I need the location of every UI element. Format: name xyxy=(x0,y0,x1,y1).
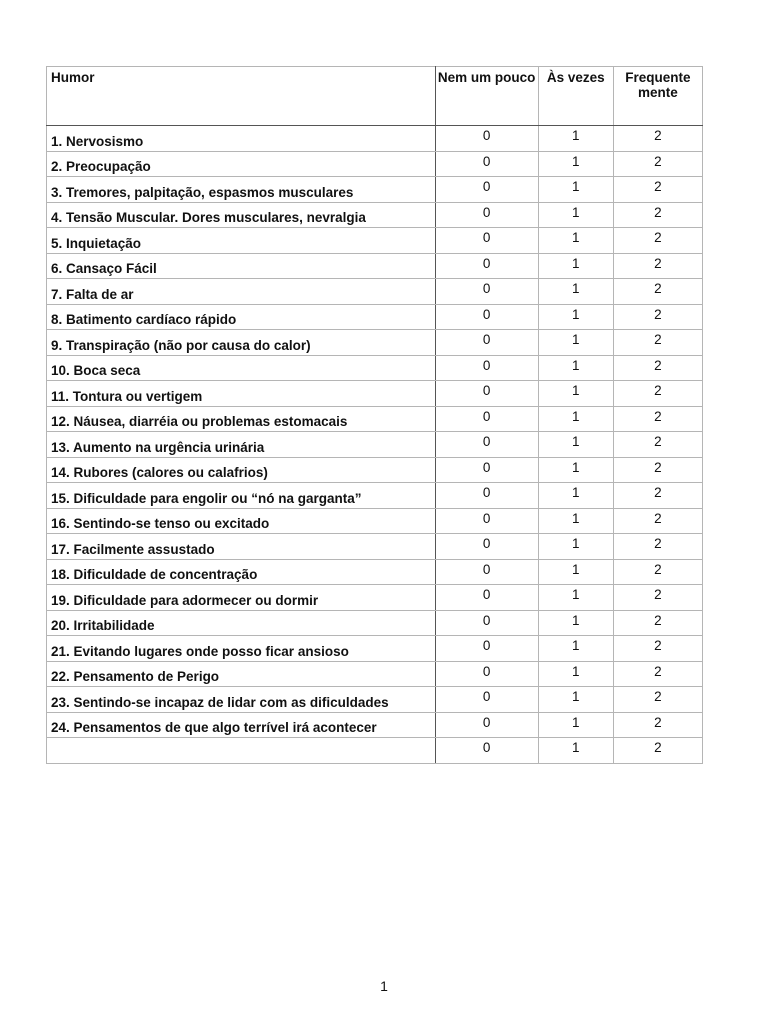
score-sometimes: 1 xyxy=(538,279,613,305)
score-not-at-all: 0 xyxy=(435,636,538,662)
table-row xyxy=(47,636,703,662)
item-label: 11. Tontura ou vertigem xyxy=(47,381,436,407)
score-frequently: 2 xyxy=(613,636,702,662)
score-not-at-all: 0 xyxy=(435,253,538,279)
table-row xyxy=(47,304,703,330)
score-frequently: 2 xyxy=(613,432,702,458)
score-frequently: 2 xyxy=(613,559,702,585)
score-frequently: 2 xyxy=(613,151,702,177)
score-frequently: 2 xyxy=(613,508,702,534)
header-frequently: Frequente mente xyxy=(613,67,702,126)
score-frequently: 2 xyxy=(613,738,702,764)
table-row xyxy=(47,279,703,305)
score-not-at-all: 0 xyxy=(435,381,538,407)
score-sometimes: 1 xyxy=(538,330,613,356)
item-label: 9. Transpiração (não por causa do calor) xyxy=(47,330,436,356)
score-not-at-all: 0 xyxy=(435,406,538,432)
score-frequently: 2 xyxy=(613,381,702,407)
score-sometimes: 1 xyxy=(538,636,613,662)
score-not-at-all: 0 xyxy=(435,126,538,152)
score-sometimes: 1 xyxy=(538,202,613,228)
table-row xyxy=(47,661,703,687)
score-frequently: 2 xyxy=(613,126,702,152)
score-not-at-all: 0 xyxy=(435,177,538,203)
item-label: 24. Pensamentos de que algo terrível irá acontecer xyxy=(47,712,436,738)
table-row xyxy=(47,177,703,203)
score-sometimes: 1 xyxy=(538,457,613,483)
header-mood: Humor xyxy=(47,67,436,126)
score-frequently: 2 xyxy=(613,279,702,305)
score-sometimes: 1 xyxy=(538,253,613,279)
score-sometimes: 1 xyxy=(538,559,613,585)
score-sometimes: 1 xyxy=(538,151,613,177)
score-sometimes: 1 xyxy=(538,381,613,407)
score-not-at-all: 0 xyxy=(435,483,538,509)
score-sometimes: 1 xyxy=(538,355,613,381)
item-label: 1. Nervosismo xyxy=(47,126,436,152)
score-not-at-all: 0 xyxy=(435,610,538,636)
score-not-at-all: 0 xyxy=(435,661,538,687)
score-sometimes: 1 xyxy=(538,738,613,764)
score-frequently: 2 xyxy=(613,585,702,611)
table-row xyxy=(47,330,703,356)
score-frequently: 2 xyxy=(613,661,702,687)
item-label: 21. Evitando lugares onde posso ficar ansioso xyxy=(47,636,436,662)
item-label: 19. Dificuldade para adormecer ou dormir xyxy=(47,585,436,611)
item-label: 4. Tensão Muscular. Dores musculares, nevralgia xyxy=(47,202,436,228)
score-frequently: 2 xyxy=(613,610,702,636)
score-frequently: 2 xyxy=(613,483,702,509)
score-sometimes: 1 xyxy=(538,228,613,254)
table-row xyxy=(47,228,703,254)
score-frequently: 2 xyxy=(613,253,702,279)
table-row xyxy=(47,534,703,560)
header-row xyxy=(47,67,703,126)
item-label: 7. Falta de ar xyxy=(47,279,436,305)
score-sometimes: 1 xyxy=(538,585,613,611)
table-row xyxy=(47,687,703,713)
item-label: 10. Boca seca xyxy=(47,355,436,381)
item-label: 22. Pensamento de Perigo xyxy=(47,661,436,687)
item-label: 2. Preocupação xyxy=(47,151,436,177)
score-sometimes: 1 xyxy=(538,432,613,458)
table-body xyxy=(47,126,703,764)
score-sometimes: 1 xyxy=(538,610,613,636)
score-not-at-all: 0 xyxy=(435,202,538,228)
table-header xyxy=(47,67,703,126)
score-not-at-all: 0 xyxy=(435,228,538,254)
score-not-at-all: 0 xyxy=(435,534,538,560)
score-not-at-all: 0 xyxy=(435,304,538,330)
score-not-at-all: 0 xyxy=(435,508,538,534)
item-label: 18. Dificuldade de concentração xyxy=(47,559,436,585)
table-row xyxy=(47,432,703,458)
table-row xyxy=(47,508,703,534)
score-not-at-all: 0 xyxy=(435,687,538,713)
page-number: 1 xyxy=(380,978,388,994)
score-frequently: 2 xyxy=(613,304,702,330)
score-sometimes: 1 xyxy=(538,177,613,203)
score-frequently: 2 xyxy=(613,330,702,356)
table-row xyxy=(47,381,703,407)
score-sometimes: 1 xyxy=(538,534,613,560)
score-sometimes: 1 xyxy=(538,483,613,509)
score-frequently: 2 xyxy=(613,712,702,738)
table-row xyxy=(47,126,703,152)
table-row xyxy=(47,585,703,611)
score-sometimes: 1 xyxy=(538,508,613,534)
item-label: 15. Dificuldade para engolir ou “nó na garganta” xyxy=(47,483,436,509)
score-not-at-all: 0 xyxy=(435,559,538,585)
score-sometimes: 1 xyxy=(538,406,613,432)
score-not-at-all: 0 xyxy=(435,432,538,458)
header-sometimes: Às vezes xyxy=(538,67,613,126)
score-frequently: 2 xyxy=(613,177,702,203)
item-label: 3. Tremores, palpitação, espasmos musculares xyxy=(47,177,436,203)
score-frequently: 2 xyxy=(613,355,702,381)
item-label xyxy=(47,738,436,764)
table-row xyxy=(47,202,703,228)
table-row xyxy=(47,151,703,177)
score-frequently: 2 xyxy=(613,406,702,432)
score-not-at-all: 0 xyxy=(435,151,538,177)
item-label: 5. Inquietação xyxy=(47,228,436,254)
header-not-at-all: Nem um pouco xyxy=(435,67,538,126)
table-row xyxy=(47,712,703,738)
score-sometimes: 1 xyxy=(538,687,613,713)
score-not-at-all: 0 xyxy=(435,355,538,381)
score-not-at-all: 0 xyxy=(435,279,538,305)
item-label: 14. Rubores (calores ou calafrios) xyxy=(47,457,436,483)
table-row xyxy=(47,610,703,636)
score-frequently: 2 xyxy=(613,687,702,713)
item-label: 16. Sentindo-se tenso ou excitado xyxy=(47,508,436,534)
score-not-at-all: 0 xyxy=(435,585,538,611)
item-label: 8. Batimento cardíaco rápido xyxy=(47,304,436,330)
score-frequently: 2 xyxy=(613,457,702,483)
score-sometimes: 1 xyxy=(538,661,613,687)
table-row xyxy=(47,355,703,381)
item-label: 13. Aumento na urgência urinária xyxy=(47,432,436,458)
score-frequently: 2 xyxy=(613,534,702,560)
score-not-at-all: 0 xyxy=(435,738,538,764)
score-not-at-all: 0 xyxy=(435,712,538,738)
table-row xyxy=(47,559,703,585)
table-row xyxy=(47,406,703,432)
score-sometimes: 1 xyxy=(538,712,613,738)
score-sometimes: 1 xyxy=(538,304,613,330)
item-label: 17. Facilmente assustado xyxy=(47,534,436,560)
score-sometimes: 1 xyxy=(538,126,613,152)
item-label: 20. Irritabilidade xyxy=(47,610,436,636)
table-row xyxy=(47,457,703,483)
item-label: 12. Náusea, diarréia ou problemas estomacais xyxy=(47,406,436,432)
score-not-at-all: 0 xyxy=(435,330,538,356)
symptom-scale-table xyxy=(46,66,703,764)
score-frequently: 2 xyxy=(613,202,702,228)
item-label: 23. Sentindo-se incapaz de lidar com as dificuldades xyxy=(47,687,436,713)
item-label: 6. Cansaço Fácil xyxy=(47,253,436,279)
table-row xyxy=(47,738,703,764)
score-frequently: 2 xyxy=(613,228,702,254)
table-row xyxy=(47,253,703,279)
score-not-at-all: 0 xyxy=(435,457,538,483)
table-row xyxy=(47,483,703,509)
